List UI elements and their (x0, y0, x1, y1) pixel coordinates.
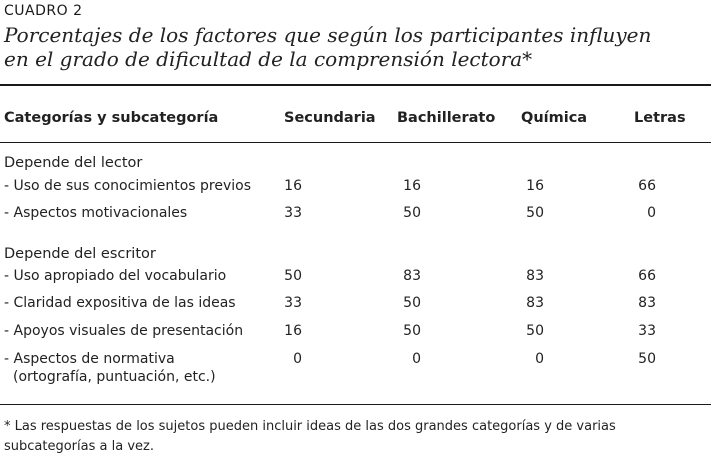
title-line-2: en el grado de dificultad de la comprensión lectora* (4, 47, 533, 71)
row-label: - Uso de sus conocimientos previos (4, 178, 252, 194)
group-heading-escritor: Depende del escritor (4, 246, 156, 262)
cell-quimica: 16 (526, 178, 544, 194)
group-heading-lector: Depende del lector (4, 155, 143, 171)
cell-secundaria: 16 (284, 323, 302, 339)
cell-bachillerato: 50 (403, 295, 421, 311)
cell-secundaria: 16 (284, 178, 302, 194)
cell-quimica: 83 (526, 268, 544, 284)
cell-bachillerato: 50 (403, 323, 421, 339)
header-bachillerato: Bachillerato (397, 110, 496, 126)
cell-bachillerato: 16 (403, 178, 421, 194)
header-rule (0, 142, 711, 143)
header-category: Categorías y subcategoría (4, 110, 219, 126)
cell-bachillerato: 0 (412, 351, 421, 367)
row-label-continued: (ortografía, puntuación, etc.) (13, 369, 216, 385)
cell-secundaria: 33 (284, 295, 302, 311)
cell-secundaria: 0 (293, 351, 302, 367)
table-label: CUADRO 2 (4, 3, 83, 19)
row-label: - Apoyos visuales de presentación (4, 323, 244, 339)
cell-letras: 83 (638, 295, 656, 311)
cell-letras: 66 (638, 268, 656, 284)
cell-quimica: 50 (526, 205, 544, 221)
header-letras: Letras (634, 110, 686, 126)
row-label: - Claridad expositiva de las ideas (4, 295, 236, 311)
row-label: - Aspectos motivacionales (4, 205, 188, 221)
cell-quimica: 0 (535, 351, 544, 367)
cell-secundaria: 33 (284, 205, 302, 221)
cell-secundaria: 50 (284, 268, 302, 284)
footnote: * Las respuestas de los sujetos pueden incluir ideas de las dos grandes categorías y de varias subcategorías a la vez. (4, 419, 616, 454)
header-secundaria: Secundaria (284, 110, 376, 126)
cell-letras: 50 (638, 351, 656, 367)
cell-bachillerato: 50 (403, 205, 421, 221)
title-line-1: Porcentajes de los factores que según los participantes influyen (4, 23, 652, 47)
cell-bachillerato: 83 (403, 268, 421, 284)
cell-letras: 0 (647, 205, 656, 221)
bottom-rule (0, 404, 711, 405)
cell-quimica: 50 (526, 323, 544, 339)
cell-quimica: 83 (526, 295, 544, 311)
top-rule (0, 84, 711, 86)
cell-letras: 66 (638, 178, 656, 194)
header-quimica: Química (521, 110, 588, 126)
table-title (4, 23, 651, 71)
cell-letras: 33 (638, 323, 656, 339)
row-label: - Uso apropiado del vocabulario (4, 268, 227, 284)
row-label: - Aspectos de normativa (4, 351, 175, 367)
